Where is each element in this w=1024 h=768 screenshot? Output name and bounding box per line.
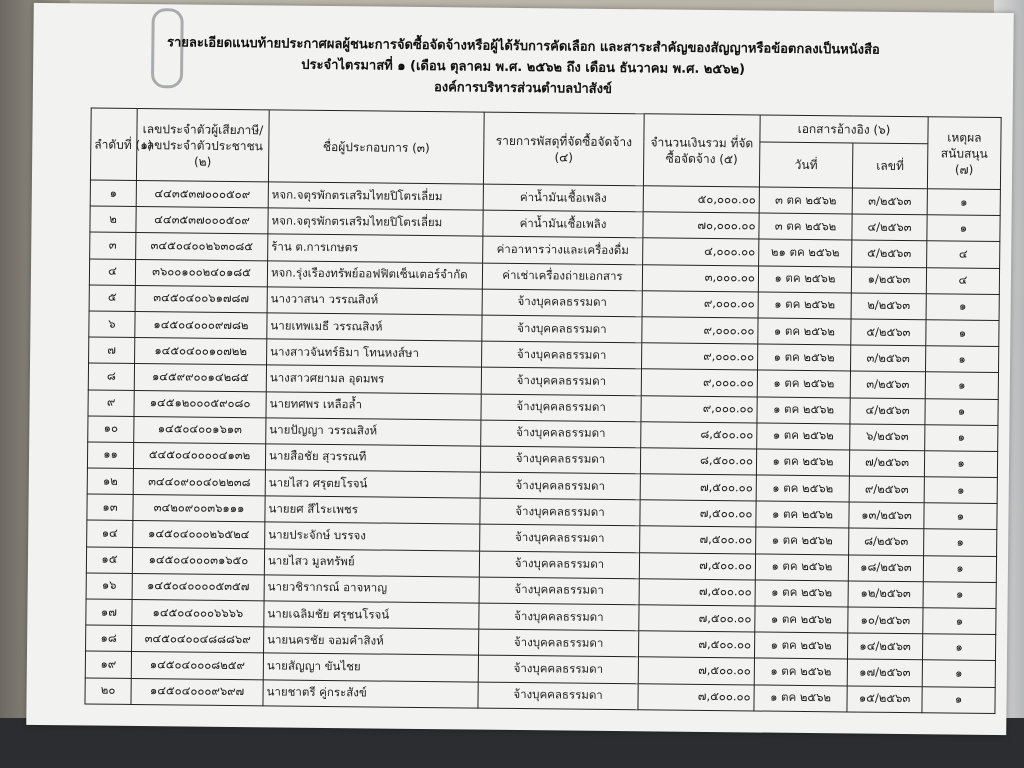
cell-no: ๘ <box>88 363 134 390</box>
cell-reason: ๑ <box>923 555 996 582</box>
cell-reason: ๑ <box>924 451 997 478</box>
cell-amount: ๕๐,๐๐๐.๐๐ <box>643 186 759 213</box>
cell-taxid: ๕๔๕๐๔๐๐๐๐๔๑๓๒ <box>133 442 265 470</box>
cell-no: ๓ <box>90 232 136 259</box>
cell-item: จ้างบุคคลธรรมดา <box>480 446 640 474</box>
cell-taxid: ๓๔๕๐๔๐๐๔๘๘๘๖๙ <box>132 626 264 654</box>
cell-name: นายวชิรากรณ์ อาจหาญ <box>264 575 479 603</box>
cell-item: จ้างบุคคลธรรมดา <box>479 603 639 631</box>
cell-amount: ๓,๐๐๐.๐๐ <box>642 264 758 291</box>
cell-item: จ้างบุคคลธรรมดา <box>480 472 640 500</box>
cell-number: ๑๘/๒๕๖๓ <box>848 555 923 582</box>
cell-date: ๑ ตค ๒๕๖๒ <box>756 475 849 502</box>
cell-name: นายสือชัย สุวรรณที <box>265 444 480 472</box>
header-item: รายการพัสดุที่จัดซื้อจัดจ้าง (๔) <box>483 112 644 186</box>
cell-number: ๕/๒๕๖๓ <box>851 319 926 346</box>
header-ref: เอกสารอ้างอิง (๖) <box>760 115 928 144</box>
cell-number: ๕/๒๕๖๓ <box>852 240 927 267</box>
cell-name: หจก.จตุรพักตรเสริมไทยปิโตรเลี่ยม <box>268 182 483 210</box>
cell-reason: ๔ <box>926 267 999 294</box>
cell-taxid: ๑๔๕๐๔๐๐๐๐๕๓๕๗ <box>132 573 264 601</box>
cell-item: จ้างบุคคลธรรมดา <box>481 420 641 448</box>
cell-item: ค่าน้ำมันเชื้อเพลิง <box>483 210 643 238</box>
cell-no: ๖ <box>89 311 135 338</box>
cell-item: จ้างบุคคลธรรมดา <box>478 682 638 710</box>
cell-date: ๓ ตค ๒๕๖๒ <box>759 213 852 240</box>
title-line-1: รายละเอียดแนบท้ายประกาศผลผู้ชนะการจัดซื้อจัดจ้างหรือผู้ได้รับการคัดเลือก และสาระสำคัญของสัญญาหรือข้อตกลงเป็นหนังสือ <box>166 35 880 58</box>
cell-amount: ๗,๕๐๐.๐๐ <box>639 579 755 606</box>
cell-date: ๑ ตค ๒๕๖๒ <box>757 423 850 450</box>
cell-amount: ๗๐,๐๐๐.๐๐ <box>643 212 759 239</box>
cell-taxid: ๑๔๕๐๔๐๐๑๐๗๒๒ <box>135 338 267 366</box>
cell-date: ๑ ตค ๒๕๖๒ <box>757 344 850 371</box>
cell-number: ๓/๒๕๖๓ <box>850 345 925 372</box>
cell-date: ๑ ตค ๒๕๖๒ <box>756 449 849 476</box>
cell-taxid: ๓๔๔๐๙๐๐๔๐๒๒๓๘ <box>133 469 265 497</box>
cell-taxid: ๔๔๓๕๓๗๐๐๐๕๐๙ <box>136 180 268 208</box>
cell-amount: ๗,๕๐๐.๐๐ <box>640 500 756 527</box>
title-line-2: ประจำไตรมาสที่ ๑ (เดือน ตุลาคม พ.ศ. ๒๕๖๒ ถึง เดือน ธันวาคม พ.ศ. ๒๕๖๒) <box>301 57 746 78</box>
cell-taxid: ๑๔๕๐๔๐๐๐๙๖๙๗ <box>131 678 263 706</box>
cell-reason: ๔ <box>927 241 1000 268</box>
cell-taxid: ๑๔๕๐๔๐๐๐๙๗๘๒ <box>135 311 267 339</box>
title-line-3: องค์การบริหารส่วนตำบลป่าสังข์ <box>433 80 612 97</box>
cell-name: หจก.จตุรพักตรเสริมไทยปิโตรเลี่ยม <box>268 208 483 236</box>
cell-name: นายสัญญา ขันไชย <box>263 653 478 681</box>
cell-number: ๑๓/๒๕๖๓ <box>849 502 924 529</box>
cell-name: นายเฉลิมชัย ศรุชนโรจน์ <box>264 601 479 629</box>
cell-no: ๕ <box>89 285 135 312</box>
header-number: เลขที่ <box>852 143 927 189</box>
cell-reason: ๑ <box>922 634 995 661</box>
cell-no: ๒ <box>90 206 136 233</box>
cell-name: นางวาสนา วรรณสิงห์ <box>267 287 482 315</box>
cell-item: ค่าอาหารว่างและเครื่องดื่ม <box>483 236 643 264</box>
document-page <box>26 3 1014 735</box>
cell-no: ๑ <box>90 180 136 207</box>
cell-no: ๒๐ <box>85 678 131 705</box>
cell-item: ค่าเช่าเครื่องถ่ายเอกสาร <box>482 263 642 291</box>
cell-taxid: ๑๔๕๑๒๐๐๐๕๙๐๘๐ <box>134 390 266 418</box>
cell-name: นายไสว มูลทรัพย์ <box>264 548 479 576</box>
cell-amount: ๙,๐๐๐.๐๐ <box>642 317 758 344</box>
cell-taxid: ๑๔๕๐๔๐๐๑๖๑๓ <box>134 416 266 444</box>
cell-reason: ๑ <box>924 529 997 556</box>
cell-date: ๑ ตค ๒๕๖๒ <box>758 292 851 319</box>
cell-date: ๒๑ ตค ๒๕๖๒ <box>759 239 852 266</box>
cell-amount: ๔,๐๐๐.๐๐ <box>643 238 759 265</box>
cell-taxid: ๑๔๕๙๙๐๐๑๔๒๘๕ <box>134 364 266 392</box>
cell-name: นายทศพร เหลือล้ำ <box>266 391 481 419</box>
cell-date: ๑ ตค ๒๕๖๒ <box>755 580 848 607</box>
cell-amount: ๙,๐๐๐.๐๐ <box>642 291 758 318</box>
header-name: ชื่อผู้ประกอบการ (๓) <box>268 110 484 184</box>
cell-no: ๑๗ <box>86 599 132 626</box>
cell-name: นายยศ สีไระเพชร <box>265 496 480 524</box>
cell-amount: ๗,๕๐๐.๐๐ <box>638 683 754 710</box>
cell-reason: ๑ <box>925 346 998 373</box>
cell-item: จ้างบุคคลธรรมดา <box>480 525 640 553</box>
cell-reason: ๑ <box>922 686 995 713</box>
cell-number: ๒/๒๕๖๓ <box>851 293 926 320</box>
cell-amount: ๗,๕๐๐.๐๐ <box>639 605 755 632</box>
procurement-table <box>84 107 1001 713</box>
cell-name: หจก.รุ่งเรืองทรัพย์ออฟฟิตเซ็นเตอร์จำกัด <box>267 260 482 288</box>
cell-amount: ๙,๐๐๐.๐๐ <box>642 343 758 370</box>
cell-no: ๑๐ <box>88 416 134 443</box>
cell-date: ๑ ตค ๒๕๖๒ <box>757 370 850 397</box>
cell-amount: ๙,๐๐๐.๐๐ <box>641 369 757 396</box>
cell-item: จ้างบุคคลธรรมดา <box>480 498 640 526</box>
cell-item: จ้างบุคคลธรรมดา <box>479 577 639 605</box>
cell-number: ๖/๒๕๖๓ <box>850 424 925 451</box>
cell-no: ๑๘ <box>86 625 132 652</box>
cell-date: ๑ ตค ๒๕๖๒ <box>757 396 850 423</box>
cell-taxid: ๓๔๕๐๔๐๐๒๖๓๐๘๕ <box>136 233 268 261</box>
cell-no: ๔ <box>89 259 135 286</box>
cell-no: ๗ <box>89 337 135 364</box>
cell-item: จ้างบุคคลธรรมดา <box>478 655 638 683</box>
cell-item: จ้างบุคคลธรรมดา <box>478 629 638 657</box>
cell-taxid: ๑๔๕๐๔๐๐๐๒๖๕๒๔ <box>133 521 265 549</box>
cell-no: ๑๙ <box>85 651 131 678</box>
cell-taxid: ๔๔๓๕๓๗๐๐๐๕๐๙ <box>136 207 268 235</box>
cell-no: ๑๑ <box>87 442 133 469</box>
cell-reason: ๑ <box>925 398 998 425</box>
cell-reason: ๑ <box>927 189 1000 216</box>
cell-number: ๓/๒๕๖๓ <box>850 371 925 398</box>
cell-reason: ๑ <box>927 215 1000 242</box>
cell-number: ๗/๒๕๖๓ <box>849 450 924 477</box>
table-body <box>85 180 1000 713</box>
cell-item: จ้างบุคคลธรรมดา <box>481 394 641 422</box>
cell-reason: ๑ <box>924 477 997 504</box>
cell-number: ๘/๒๕๖๓ <box>849 528 924 555</box>
cell-date: ๑ ตค ๒๕๖๒ <box>756 527 849 554</box>
cell-number: ๑๔/๒๕๖๓ <box>847 633 922 660</box>
header-taxid: เลขประจำตัวผู้เสียภาษี/ เลขประจำตัวประชาชน (๒) <box>136 108 269 181</box>
cell-number: ๔/๒๕๖๓ <box>850 397 925 424</box>
cell-reason: ๑ <box>922 660 995 687</box>
cell-taxid: ๑๔๕๐๔๐๐๐๓๑๖๕๐ <box>132 547 264 575</box>
cell-reason: ๑ <box>924 503 997 530</box>
cell-date: ๑ ตค ๒๕๖๒ <box>758 318 851 345</box>
header-no: ลำดับที่ (๑) <box>90 108 137 180</box>
cell-name: นายเทพเมธี วรรณสิงห์ <box>267 313 482 341</box>
header-amount: จำนวนเงินรวม ที่จัดซื้อจัดจ้าง (๕) <box>643 114 760 187</box>
cell-date: ๑ ตค ๒๕๖๒ <box>754 632 847 659</box>
cell-name: นายประจักษ์ บรรจง <box>265 522 480 550</box>
cell-name: นางสาวจันทร์ธิมา โทนหงส์ษา <box>267 339 482 367</box>
cell-taxid: ๑๔๕๐๔๐๐๐๘๒๕๙ <box>131 652 263 680</box>
cell-date: ๑ ตค ๒๕๖๒ <box>758 266 851 293</box>
cell-date: ๑ ตค ๒๕๖๒ <box>754 685 847 712</box>
cell-taxid: ๑๔๕๐๔๐๐๐๖๖๖๖ <box>132 599 264 627</box>
cell-item: จ้างบุคคลธรรมดา <box>482 289 642 317</box>
cell-number: ๔/๒๕๖๓ <box>852 214 927 241</box>
cell-amount: ๗,๕๐๐.๐๐ <box>640 526 756 553</box>
cell-name: นายนครชัย จอมคำสิงห์ <box>264 627 479 655</box>
cell-date: ๑ ตค ๒๕๖๒ <box>756 501 849 528</box>
cell-item: จ้างบุคคลธรรมดา <box>479 551 639 579</box>
cell-taxid: ๓๖๐๐๑๐๐๒๔๐๑๘๕ <box>135 259 267 287</box>
cell-name: นางสาวศยามล อุดมพร <box>266 365 481 393</box>
cell-amount: ๙,๐๐๐.๐๐ <box>641 395 757 422</box>
cell-no: ๑๕ <box>86 547 132 574</box>
header-reason: เหตุผล สนับสนุน (๗) <box>927 117 1001 190</box>
cell-number: ๑๕/๒๕๖๓ <box>847 686 922 713</box>
cell-item: จ้างบุคคลธรรมดา <box>481 367 641 395</box>
cell-no: ๑๖ <box>86 573 132 600</box>
cell-amount: ๘,๕๐๐.๐๐ <box>641 421 757 448</box>
cell-date: ๑ ตค ๒๕๖๒ <box>755 554 848 581</box>
cell-number: ๑๗/๒๕๖๓ <box>847 659 922 686</box>
cell-amount: ๘,๕๐๐.๐๐ <box>640 448 756 475</box>
cell-amount: ๗,๕๐๐.๐๐ <box>638 657 754 684</box>
cell-reason: ๑ <box>925 424 998 451</box>
cell-name: ร้าน ต.การเกษตร <box>268 234 483 262</box>
cell-number: ๑/๒๕๖๓ <box>851 267 926 294</box>
cell-number: ๙/๒๕๖๓ <box>849 476 924 503</box>
cell-number: ๓/๒๕๖๓ <box>852 188 927 215</box>
cell-name: นายปัญญา วรรณสิงห์ <box>266 418 481 446</box>
cell-item: จ้างบุคคลธรรมดา <box>482 341 642 369</box>
header-date: วันที่ <box>759 142 852 188</box>
cell-name: นายไสว ศรุตยโรจน์ <box>265 470 480 498</box>
cell-amount: ๗,๕๐๐.๐๐ <box>638 631 754 658</box>
cell-reason: ๑ <box>925 372 998 399</box>
cell-amount: ๗,๕๐๐.๐๐ <box>639 552 755 579</box>
cell-item: จ้างบุคคลธรรมดา <box>482 315 642 343</box>
cell-no: ๑๓ <box>87 494 133 521</box>
cell-date: ๑ ตค ๒๕๖๒ <box>754 658 847 685</box>
cell-item: ค่าน้ำมันเชื้อเพลิง <box>483 184 643 212</box>
cell-taxid: ๓๔๕๐๔๐๐๖๑๗๘๗ <box>135 285 267 313</box>
cell-reason: ๑ <box>923 582 996 609</box>
document-header <box>33 31 1014 104</box>
cell-no: ๙ <box>88 389 134 416</box>
cell-no: ๑๒ <box>87 468 133 495</box>
cell-amount: ๗,๕๐๐.๐๐ <box>640 474 756 501</box>
cell-number: ๑๒/๒๕๖๓ <box>848 581 923 608</box>
cell-taxid: ๓๔๒๐๙๐๐๓๖๑๑๑ <box>133 495 265 523</box>
cell-reason: ๑ <box>923 608 996 635</box>
cell-date: ๓ ตค ๒๕๖๒ <box>759 187 852 214</box>
cell-number: ๑๐/๒๕๖๓ <box>848 607 923 634</box>
cell-date: ๑ ตค ๒๕๖๒ <box>755 606 848 633</box>
cell-name: นายชาตรี คู่กระสังข์ <box>263 679 478 707</box>
cell-no: ๑๔ <box>87 520 133 547</box>
cell-reason: ๑ <box>926 320 999 347</box>
cell-reason: ๑ <box>926 294 999 321</box>
